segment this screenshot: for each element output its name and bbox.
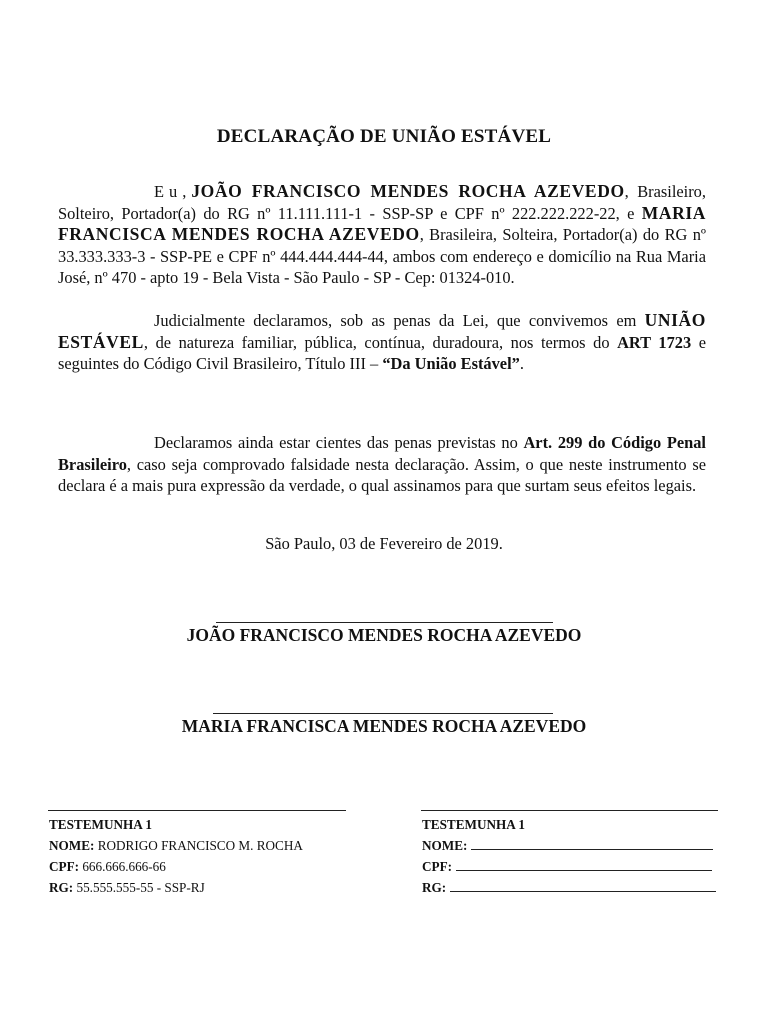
declaration-text-1: Judicialmente declaramos, sob as penas da Lei, que convivemos em <box>154 311 645 330</box>
witness-1-name-value: RODRIGO FRANCISCO M. ROCHA <box>97 838 303 853</box>
declaration-text-2: , de natureza familiar, pública, contínua, duradoura, nos termos do <box>143 332 618 352</box>
signature-line-1 <box>216 622 553 623</box>
witness-1-name-label: NOME: <box>49 838 95 853</box>
witness-1-cpf-label: CPF: <box>49 859 80 874</box>
document-title: DECLARAÇÃO DE UNIÃO ESTÁVEL <box>216 126 552 147</box>
witness-2-name-blank <box>471 837 713 850</box>
witness-2-cpf-blank <box>456 858 712 871</box>
witness-2-signature-line <box>421 810 718 811</box>
witness-2-cpf-label: CPF: <box>422 859 453 874</box>
witness-1-rg-row <box>49 877 359 898</box>
declarant-2-details: , Brasileira, Solteira, Portador(a) do RG nº 33.333.333-3 - SSP-PE e CPF nº 444.444.444-44, ambos com endereço e domicílio na Rua Maria José, nº 470 - apto 19 - Bela Vista - São Paulo - SP - Cep: 01324-010. <box>58 225 707 287</box>
declarant-1-name: JOÃO FRANCISCO MENDES ROCHA AZEVEDO <box>191 181 625 201</box>
da-uniao-estavel-bold: “Da União Estável” <box>382 354 520 373</box>
eu-text: Eu, <box>154 182 192 201</box>
art-1723-bold: ART 1723 <box>617 332 692 352</box>
witness-1-title: TESTEMUNHA 1 <box>49 817 152 832</box>
signature-name-2: MARIA FRANCISCA MENDES ROCHA AZEVEDO <box>181 716 587 736</box>
witness-2-cpf-row <box>422 856 727 877</box>
signature-line-2 <box>213 713 553 714</box>
witness-2-rg-row <box>422 877 727 898</box>
penalties-text-1: Declaramos ainda estar cientes das penas previstas no <box>154 433 524 452</box>
witness-1-signature-line <box>48 810 346 811</box>
witness-2-rg-blank <box>450 879 716 892</box>
witness-2-title: TESTEMUNHA 1 <box>422 817 525 832</box>
paragraph-identification <box>58 181 706 289</box>
witness-1-rg-label: RG: <box>49 880 74 895</box>
uniao-estavel-bold: UNIÃO ESTÁVEL <box>58 310 706 352</box>
witness-1-cpf-value: 666.666.666-66 <box>82 859 166 874</box>
witness-2-rg-label: RG: <box>422 880 447 895</box>
paragraph-penalties <box>58 432 706 497</box>
witness-1-block <box>49 814 359 898</box>
witness-1-cpf-row <box>49 856 359 877</box>
witness-2-name-label: NOME: <box>422 838 468 853</box>
paragraph-declaration <box>58 310 706 375</box>
witness-1-rg-value: 55.555.555-55 - SSP-RJ <box>76 880 205 895</box>
declaration-text-3: e seguintes do Código Civil Brasileiro, Título III – <box>58 332 706 373</box>
witness-2-block <box>422 814 727 898</box>
declaration-text-4: . <box>519 354 524 373</box>
declarant-1-details: , Brasileiro, Solteiro, Portador(a) do RG nº 11.111.111-1 - SSP-SP e CPF nº 222.222.222-22, e <box>58 182 706 223</box>
witness-2-name-row <box>422 835 727 856</box>
penalties-text-2: , caso seja comprovado falsidade nesta declaração. Assim, o que neste instrumento se declara é a mais pura expressão da verdade, o qual assinamos para que surtam seus efeitos legais. <box>58 454 706 495</box>
witness-1-name-row <box>49 835 359 856</box>
date-line: São Paulo, 03 de Fevereiro de 2019. <box>265 534 503 553</box>
art-299-bold: Art. 299 do Código Penal Brasileiro <box>58 433 706 474</box>
declarant-2-name: MARIA FRANCISCA MENDES ROCHA AZEVEDO <box>58 202 706 244</box>
signature-name-1: JOÃO FRANCISCO MENDES ROCHA AZEVEDO <box>186 625 582 645</box>
